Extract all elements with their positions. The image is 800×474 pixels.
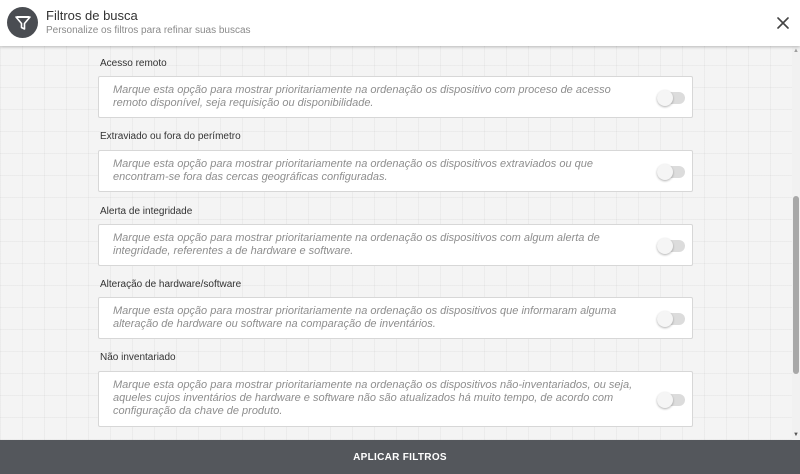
toggle-nao-inventariado[interactable] xyxy=(657,394,685,406)
toggle-knob xyxy=(657,238,673,254)
filters-panel[interactable] xyxy=(0,46,792,440)
toggle-extraviado[interactable] xyxy=(657,166,685,178)
close-icon xyxy=(777,17,789,29)
scrollbar[interactable] xyxy=(792,46,800,440)
filter-label-extraviado: Extraviado ou fora do perímetro xyxy=(100,131,241,142)
funnel-icon xyxy=(14,14,32,32)
toggle-knob xyxy=(657,90,673,106)
filter-card-acesso-remoto xyxy=(98,76,693,118)
close-button[interactable] xyxy=(773,13,793,33)
filter-description: Marque esta opção para mostrar prioritariamente na ordenação os dispositivos não-inventariados, ou seja, aqueles cujos inventários de hardware e software não são atualizados há muito tempo, de acordo com configuração da chave de produto. xyxy=(113,379,633,417)
filter-label-alteracao-hw-sw: Alteração de hardware/software xyxy=(100,279,242,290)
filter-card-extraviado xyxy=(98,150,693,192)
modal-title: Filtros de busca xyxy=(46,8,138,23)
toggle-acesso-remoto[interactable] xyxy=(657,92,685,104)
filter-card-alerta-integridade xyxy=(98,224,693,266)
modal-header xyxy=(0,0,800,46)
toggle-alerta-integridade[interactable] xyxy=(657,240,685,252)
filter-card-nao-inventariado xyxy=(98,371,693,427)
filter-description: Marque esta opção para mostrar prioritariamente na ordenação os dispositivos extraviados ou que encontram-se fora das cercas geográficas configuradas. xyxy=(113,158,593,183)
filter-label-acesso-remoto: Acesso remoto xyxy=(100,58,167,69)
filter-description: Marque esta opção para mostrar prioritariamente na ordenação os dispositivo com proceso de acesso remoto disponível, seja requisição ou disponibilidade. xyxy=(113,84,611,109)
scroll-down-arrow-icon[interactable]: ▼ xyxy=(793,432,799,438)
modal-subtitle: Personalize os filtros para refinar suas buscas xyxy=(46,25,251,36)
toggle-knob xyxy=(657,311,673,327)
toggle-knob xyxy=(657,392,673,408)
apply-filters-button[interactable]: APLICAR FILTROS xyxy=(0,440,800,474)
filter-label-alerta-integridade: Alerta de integridade xyxy=(100,206,193,217)
filter-description: Marque esta opção para mostrar prioritariamente na ordenação os dispositivos que informaram alguma alteração de hardware ou software na comparação de inventários. xyxy=(113,305,617,330)
filter-avatar xyxy=(7,7,38,38)
scroll-up-arrow-icon[interactable]: ▲ xyxy=(793,48,799,54)
toggle-alteracao-hw-sw[interactable] xyxy=(657,313,685,325)
scrollbar-thumb[interactable] xyxy=(793,196,799,374)
filter-card-alteracao-hw-sw xyxy=(98,297,693,339)
filter-label-nao-inventariado: Não inventariado xyxy=(100,352,176,363)
filter-description: Marque esta opção para mostrar prioritariamente na ordenação os dispositivos com algum alerta de integridade, referentes a de hardware e software. xyxy=(113,232,600,257)
toggle-knob xyxy=(657,164,673,180)
